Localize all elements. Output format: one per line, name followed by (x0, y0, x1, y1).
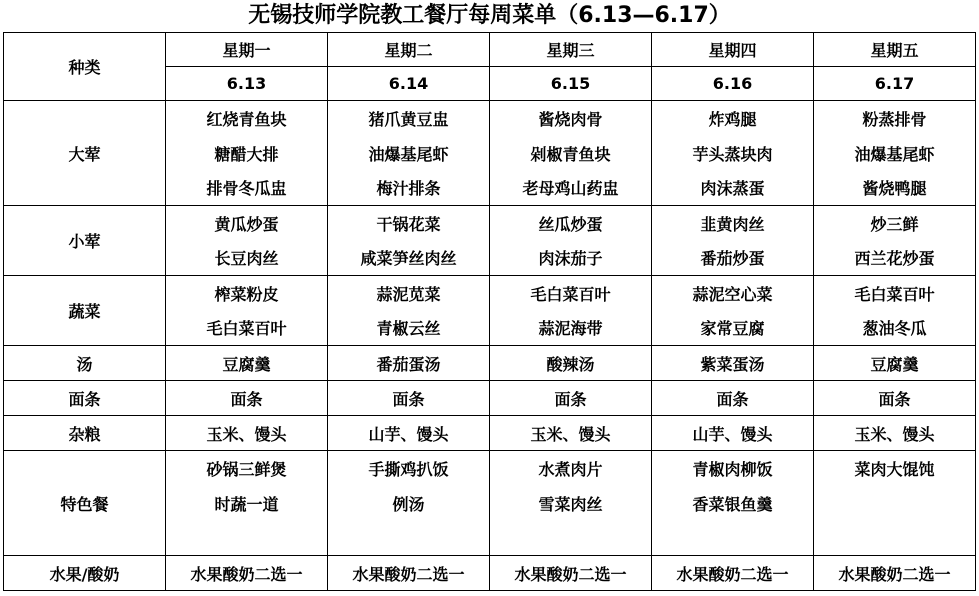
menu-item-cell: 番茄蛋汤 (328, 346, 490, 381)
menu-item-cell: 青椒云丝 (328, 311, 490, 346)
date-header: 6.17 (814, 67, 976, 101)
menu-item-cell: 长豆肉丝 (166, 241, 328, 276)
menu-item-cell: 水煮肉片 (490, 451, 652, 486)
menu-item-cell: 水果酸奶二选一 (814, 556, 976, 591)
menu-item-cell: 砂锅三鲜煲 (166, 451, 328, 486)
menu-item-cell: 香菜银鱼羹 (652, 486, 814, 521)
date-header: 6.13 (166, 67, 328, 101)
menu-item-cell: 榨菜粉皮 (166, 276, 328, 311)
menu-item-cell: 雪菜肉丝 (490, 486, 652, 521)
menu-item-cell: 干锅花菜 (328, 206, 490, 241)
menu-item-cell: 面条 (328, 381, 490, 416)
menu-item-cell: 时蔬一道 (166, 486, 328, 521)
menu-item-cell: 黄瓜炒蛋 (166, 206, 328, 241)
menu-item-cell: 毛白菜百叶 (814, 276, 976, 311)
category-label: 水果/酸奶 (4, 556, 166, 591)
menu-item-cell: 西兰花炒蛋 (814, 241, 976, 276)
menu-item-cell: 玉米、馒头 (490, 416, 652, 451)
menu-item-cell: 豆腐羹 (166, 346, 328, 381)
menu-item-cell: 菜肉大馄饨 (814, 451, 976, 486)
menu-item-cell: 丝瓜炒蛋 (490, 206, 652, 241)
menu-item-cell (652, 521, 814, 556)
day-header: 星期三 (490, 33, 652, 67)
menu-item-cell: 青椒肉柳饭 (652, 451, 814, 486)
menu-item-cell: 油爆基尾虾 (814, 136, 976, 171)
menu-item-cell: 蒜泥苋菜 (328, 276, 490, 311)
menu-item-cell: 油爆基尾虾 (328, 136, 490, 171)
menu-item-cell: 紫菜蛋汤 (652, 346, 814, 381)
menu-item-cell (814, 486, 976, 521)
menu-item-cell (166, 521, 328, 556)
menu-item-cell: 毛白菜百叶 (166, 311, 328, 346)
menu-item-cell: 水果酸奶二选一 (328, 556, 490, 591)
menu-item-cell: 蒜泥空心菜 (652, 276, 814, 311)
day-header: 星期四 (652, 33, 814, 67)
menu-item-cell: 肉沫蒸蛋 (652, 171, 814, 206)
menu-item-cell: 毛白菜百叶 (490, 276, 652, 311)
category-label: 大荤 (4, 101, 166, 206)
menu-table (3, 32, 976, 591)
menu-item-cell: 韭黄肉丝 (652, 206, 814, 241)
category-label: 特色餐 (4, 451, 166, 556)
menu-item-cell: 葱油冬瓜 (814, 311, 976, 346)
menu-item-cell: 手撕鸡扒饭 (328, 451, 490, 486)
menu-item-cell (490, 521, 652, 556)
menu-item-cell: 玉米、馒头 (814, 416, 976, 451)
menu-item-cell: 例汤 (328, 486, 490, 521)
menu-item-cell: 蒜泥海带 (490, 311, 652, 346)
menu-item-cell: 水果酸奶二选一 (652, 556, 814, 591)
category-label: 面条 (4, 381, 166, 416)
menu-item-cell: 酸辣汤 (490, 346, 652, 381)
menu-item-cell: 番茄炒蛋 (652, 241, 814, 276)
day-header: 星期二 (328, 33, 490, 67)
menu-item-cell: 面条 (490, 381, 652, 416)
category-label: 蔬菜 (4, 276, 166, 346)
menu-item-cell: 山芋、馒头 (652, 416, 814, 451)
menu-item-cell: 剁椒青鱼块 (490, 136, 652, 171)
date-header: 6.15 (490, 67, 652, 101)
menu-item-cell: 炒三鲜 (814, 206, 976, 241)
category-header: 种类 (4, 33, 166, 101)
menu-item-cell: 面条 (166, 381, 328, 416)
menu-item-cell: 粉蒸排骨 (814, 101, 976, 136)
menu-item-cell: 水果酸奶二选一 (166, 556, 328, 591)
page-title: 无锡技师学院教工餐厅每周菜单（6.13—6.17） (248, 3, 731, 28)
menu-item-cell: 豆腐羹 (814, 346, 976, 381)
menu-item-cell: 水果酸奶二选一 (490, 556, 652, 591)
menu-item-cell: 红烧青鱼块 (166, 101, 328, 136)
day-header: 星期一 (166, 33, 328, 67)
menu-item-cell: 咸菜笋丝肉丝 (328, 241, 490, 276)
menu-item-cell (328, 521, 490, 556)
category-label: 小荤 (4, 206, 166, 276)
menu-item-cell: 玉米、馒头 (166, 416, 328, 451)
menu-item-cell: 梅汁排条 (328, 171, 490, 206)
menu-item-cell: 炸鸡腿 (652, 101, 814, 136)
menu-item-cell: 糖醋大排 (166, 136, 328, 171)
menu-item-cell: 排骨冬瓜盅 (166, 171, 328, 206)
menu-item-cell: 家常豆腐 (652, 311, 814, 346)
category-label: 汤 (4, 346, 166, 381)
menu-item-cell: 面条 (814, 381, 976, 416)
menu-item-cell: 山芋、馒头 (328, 416, 490, 451)
menu-item-cell (814, 521, 976, 556)
menu-item-cell: 面条 (652, 381, 814, 416)
menu-item-cell: 芋头蒸块肉 (652, 136, 814, 171)
menu-item-cell: 猪爪黄豆盅 (328, 101, 490, 136)
category-label: 杂粮 (4, 416, 166, 451)
menu-item-cell: 肉沫茄子 (490, 241, 652, 276)
menu-item-cell: 酱烧肉骨 (490, 101, 652, 136)
date-header: 6.16 (652, 67, 814, 101)
menu-item-cell: 酱烧鸭腿 (814, 171, 976, 206)
day-header: 星期五 (814, 33, 976, 67)
date-header: 6.14 (328, 67, 490, 101)
menu-item-cell: 老母鸡山药盅 (490, 171, 652, 206)
